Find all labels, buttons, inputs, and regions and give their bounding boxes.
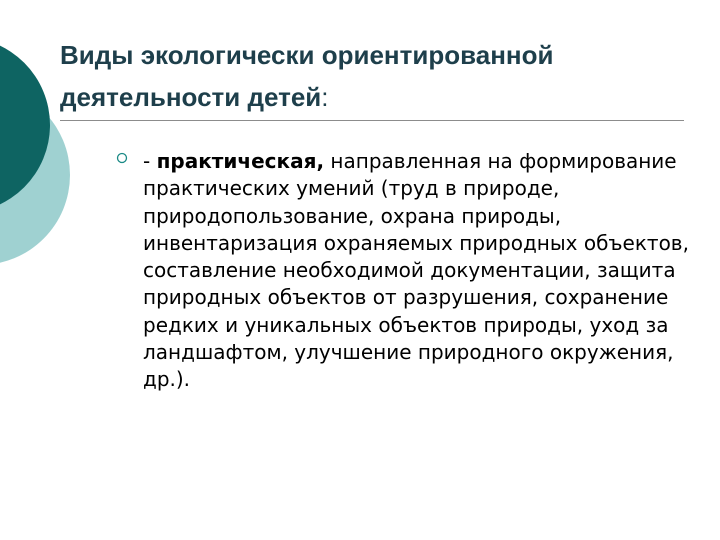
bullet-item-practical [143, 148, 698, 394]
bullet-body: направленная на формирование практических умений (труд в природе, природопользование, охрана природы, инвентаризация охраняемых природных объектов, составление необходимой документации, защита природных объектов от разрушения, сохранение редких и уникальных объектов природы, уход за ландшафтом, улучшение природного окружения, др.). [143, 149, 689, 392]
title-divider [60, 120, 684, 121]
hollow-circle-icon [116, 152, 128, 164]
bullet-emphasis: практическая, [156, 149, 325, 173]
slide-title-main: Виды экологически ориентированной деятельности детей [60, 40, 554, 112]
bullet-prefix: - [143, 149, 157, 173]
slide-title [60, 34, 700, 118]
slide-title-colon: : [321, 82, 329, 112]
